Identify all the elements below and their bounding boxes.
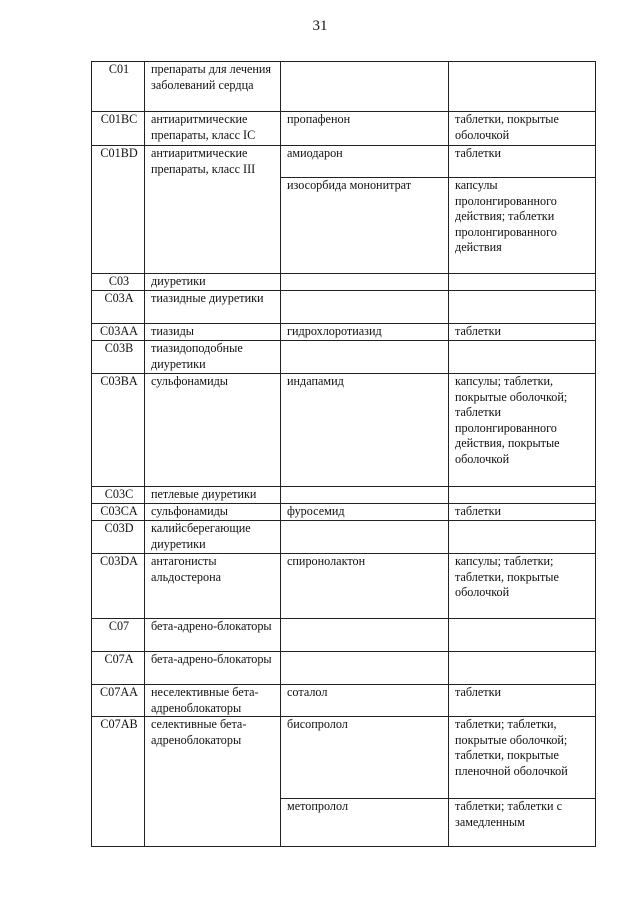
inn-cell: амиодарон [281,146,449,178]
inn-cell [281,341,449,374]
pharm-group-cell: диуретики [145,274,281,291]
inn-cell: гидрохлоротиазид [281,324,449,341]
pharm-group-cell: бета-адрено-блокаторы [145,619,281,652]
table-row [92,685,596,717]
dosage-form-cell: таблетки [449,685,596,717]
pharm-group-cell: препараты для лечения заболеваний сердца [145,62,281,112]
dosage-form-cell [449,291,596,324]
dosage-form-cell: таблетки, покрытые оболочкой [449,112,596,146]
table-row [92,652,596,685]
pharm-group-cell: селективные бета-адреноблокаторы [145,717,281,847]
table-row [92,521,596,554]
table-row [92,487,596,504]
dosage-form-cell: таблетки; таблетки с замедленным [449,799,596,847]
table-row [92,146,596,178]
table-row [92,374,596,487]
table-row [92,619,596,652]
atc-code-cell: C03D [92,521,145,554]
atc-code-cell: C07 [92,619,145,652]
pharm-group-cell: антиаритмические препараты, класс IC [145,112,281,146]
dosage-form-cell: таблетки [449,324,596,341]
pharm-group-cell: антиаритмические препараты, класс III [145,146,281,274]
pharm-group-cell: калийсберегающие диуретики [145,521,281,554]
dosage-form-cell: капсулы; таблетки, покрытые оболочкой; таблетки пролонгированного действия, покрытые оболочкой [449,374,596,487]
atc-code-cell: C03BA [92,374,145,487]
table-row [92,274,596,291]
inn-cell: спиронолактон [281,554,449,619]
pharm-group-cell: бета-адрено-блокаторы [145,652,281,685]
inn-cell: фуросемид [281,504,449,521]
inn-cell [281,274,449,291]
pharm-group-cell: петлевые диуретики [145,487,281,504]
atc-code-cell: C01BD [92,146,145,274]
table-row [92,324,596,341]
inn-cell [281,652,449,685]
pharm-group-cell: тиазидные диуретики [145,291,281,324]
atc-code-cell: C03CA [92,504,145,521]
atc-code-cell: C01 [92,62,145,112]
dosage-form-cell [449,619,596,652]
atc-code-cell: C03A [92,291,145,324]
inn-cell [281,291,449,324]
atc-code-cell: C07AB [92,717,145,847]
atc-code-cell: C03B [92,341,145,374]
table-row [92,717,596,799]
table-row [92,341,596,374]
table-row [92,504,596,521]
dosage-form-cell: таблетки; таблетки, покрытые оболочкой; таблетки, покрытые пленочной оболочкой [449,717,596,799]
inn-cell: бисопролол [281,717,449,799]
dosage-form-cell [449,62,596,112]
page-number: 31 [312,18,328,34]
dosage-form-cell: капсулы пролонгированного действия; таблетки пролонгированного действия [449,178,596,274]
inn-cell [281,619,449,652]
atc-code-cell: C03DA [92,554,145,619]
atc-code-cell: C01BC [92,112,145,146]
inn-cell [281,62,449,112]
atc-code-cell: C07AA [92,685,145,717]
pharm-group-cell: сульфонамиды [145,504,281,521]
dosage-form-cell: таблетки [449,504,596,521]
dosage-form-cell [449,341,596,374]
pharm-group-cell: антагонисты альдостерона [145,554,281,619]
inn-cell: соталол [281,685,449,717]
pharm-group-cell: сульфонамиды [145,374,281,487]
inn-cell: пропафенон [281,112,449,146]
dosage-form-cell: таблетки [449,146,596,178]
inn-cell [281,487,449,504]
inn-cell: метопролол [281,799,449,847]
pharm-group-cell: тиазиды [145,324,281,341]
dosage-form-cell [449,274,596,291]
table-row [92,291,596,324]
atc-code-cell: C07A [92,652,145,685]
atc-code-cell: C03C [92,487,145,504]
drug-table [91,61,596,847]
pharm-group-cell: тиазидоподобные диуретики [145,341,281,374]
pharm-group-cell: неселективные бета-адреноблокаторы [145,685,281,717]
inn-cell: индапамид [281,374,449,487]
table-row [92,62,596,112]
dosage-form-cell [449,652,596,685]
dosage-form-cell [449,487,596,504]
inn-cell: изосорбида мононитрат [281,178,449,274]
atc-code-cell: C03AA [92,324,145,341]
dosage-form-cell: капсулы; таблетки; таблетки, покрытые оболочкой [449,554,596,619]
atc-code-cell: C03 [92,274,145,291]
table-row [92,554,596,619]
inn-cell [281,521,449,554]
table-row [92,112,596,146]
dosage-form-cell [449,521,596,554]
